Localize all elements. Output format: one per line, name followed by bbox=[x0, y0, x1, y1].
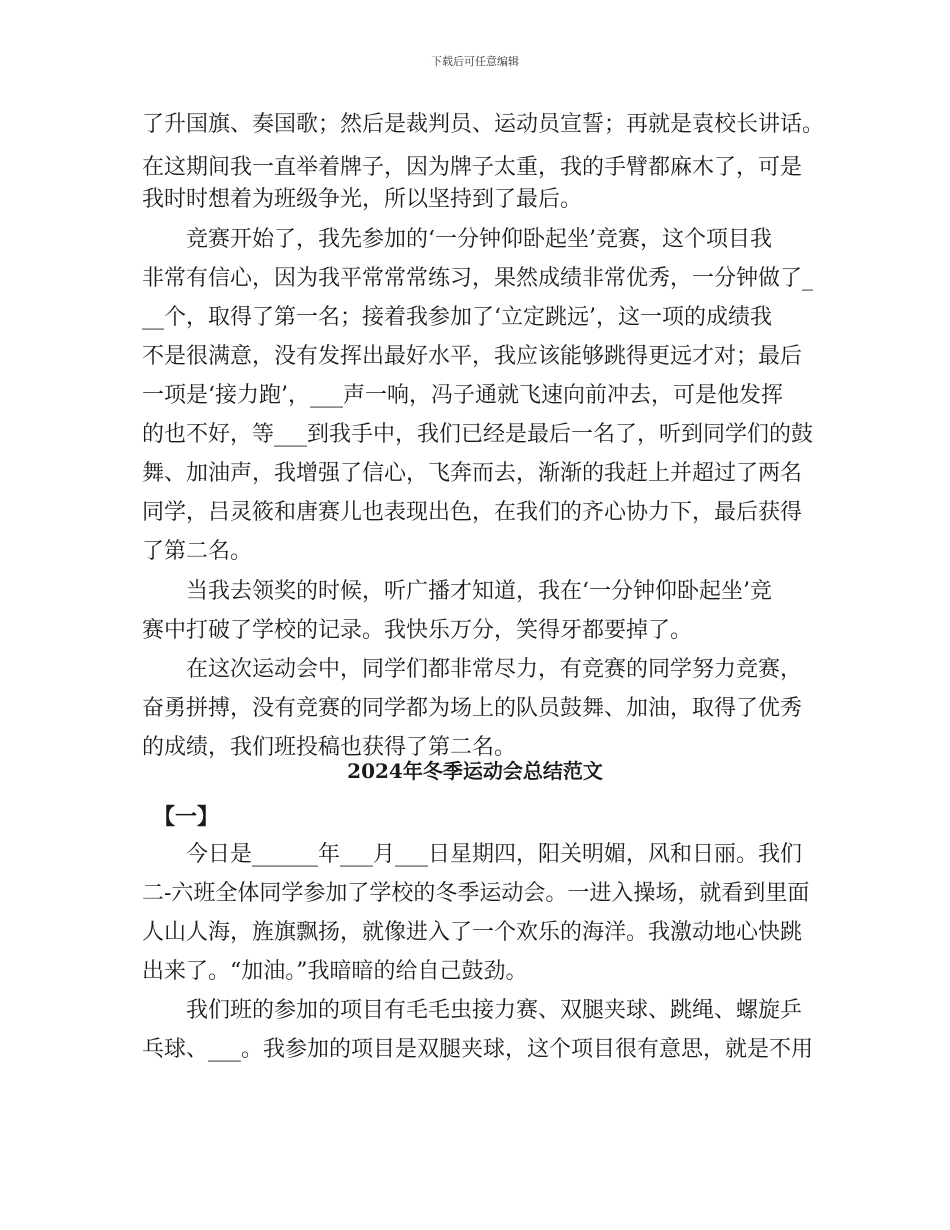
paragraph-line: 我们班的参加的项目有毛毛虫接力赛、双腿夹球、跳绳、螺旋乒 bbox=[142, 998, 803, 1023]
paragraph-line: 赛中打破了学校的记录。我快乐万分，笑得牙都要掉了。 bbox=[142, 618, 693, 643]
paragraph-line: 舞、加油声，我增强了信心，飞奔而去，渐渐的我赶上并超过了两名 bbox=[142, 461, 803, 486]
paragraph-line: 我时时想着为班级争光，所以坚持到了最后。 bbox=[142, 187, 583, 212]
section-marker: 【一】 bbox=[142, 804, 220, 830]
paragraph-line: 奋勇拼搏，没有竞赛的同学都为场上的队员鼓舞、加油，取得了优秀 bbox=[142, 696, 803, 721]
paragraph-line: 二-六班全体同学参加了学校的冬季运动会。一进入操场，就看到里面 bbox=[142, 881, 810, 906]
paragraph-line: 同学，吕灵筱和唐赛儿也表现出色，在我们的齐心协力下，最后获得 bbox=[142, 500, 803, 525]
paragraph-line: 一项是‘接力跑’，___声一响，冯子通就飞速向前冲去，可是他发挥 bbox=[142, 383, 783, 408]
paragraph-line: 今日是______年___月___日星期四，阳关明媚，风和日丽。我们 bbox=[142, 842, 803, 867]
paragraph-line: 的也不好，等___到我手中，我们已经是最后一名了，听到同学们的鼓 bbox=[142, 422, 814, 447]
paragraph-line: 当我去领奖的时候，听广播才知道，我在‘一分钟仰卧起坐’竞 bbox=[142, 579, 772, 604]
paragraph-line: 在这期间我一直举着牌子，因为牌子太重，我的手臂都麻木了，可是 bbox=[142, 155, 803, 180]
paragraph-line: 的成绩，我们班投稿也获得了第二名。 bbox=[142, 735, 517, 760]
section-title: 2024年冬季运动会总结范文 bbox=[347, 759, 603, 783]
paragraph-line: 人山人海，旌旗飘扬，就像进入了一个欢乐的海洋。我激动地心快跳 bbox=[142, 920, 803, 945]
paragraph-line: 了第二名。 bbox=[142, 539, 253, 564]
page-header: 下载后可任意编辑 bbox=[431, 55, 519, 68]
paragraph-line: 在这次运动会中，同学们都非常尽力，有竞赛的同学努力竞赛， bbox=[142, 657, 803, 682]
paragraph-line: 出来了。“加油。”我暗暗的给自己鼓劲。 bbox=[142, 959, 528, 984]
paragraph-line: 竞赛开始了，我先参加的‘一分钟仰卧起坐’竞赛，这个项目我 bbox=[142, 227, 772, 252]
paragraph-line: 不是很满意，没有发挥出最好水平，我应该能够跳得更远才对；最后 bbox=[142, 344, 803, 369]
paragraph-line: 乓球、___。我参加的项目是双腿夹球，这个项目很有意思，就是不用 bbox=[142, 1037, 814, 1062]
paragraph-line: 非常有信心，因为我平常常常练习，果然成绩非常优秀，一分钟做了_ bbox=[142, 266, 814, 291]
paragraph-line: 了升国旗、奏国歌；然后是裁判员、运动员宣誓；再就是袁校长讲话。 bbox=[142, 112, 825, 137]
paragraph-line: __个，取得了第一名；接着我参加了‘立定跳远’，这一项的成绩我 bbox=[142, 305, 772, 330]
